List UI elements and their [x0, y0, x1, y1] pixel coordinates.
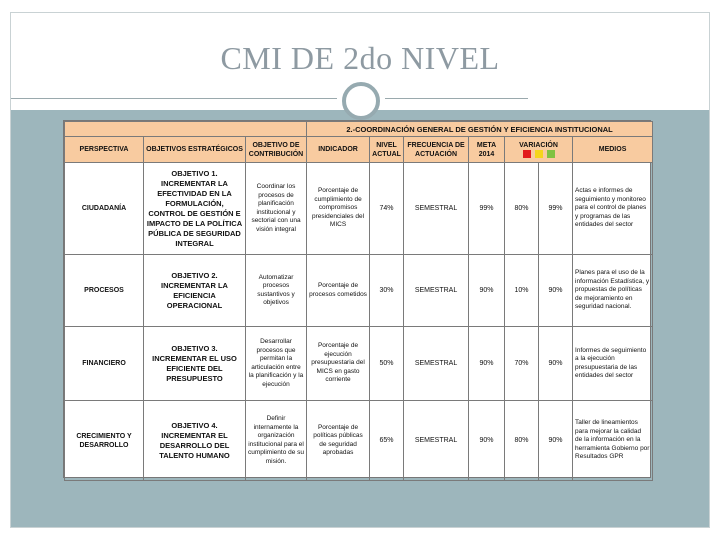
- cell-objetivo: OBJETIVO 1. INCREMENTAR LA EFECTIVIDAD EN LA FORMULACIÓN, CONTROL DE GESTIÓN E IMPACTO DE LA POLÍTICA PÚBLICA DE SEGURIDAD INTEGRAL: [144, 163, 246, 255]
- header-indicador: INDICADOR: [307, 137, 370, 163]
- ring-ornament-icon: [342, 82, 380, 120]
- header-medios: MEDIOS: [573, 137, 653, 163]
- cell-medios: Planes para el uso de la información Estadística, y propuestas de políticas de mejoramiento en seguridad nacional.: [573, 255, 653, 327]
- cell-medios: Actas e informes de seguimiento y monitoreo para el control de planes y programas de las entidades del sector: [573, 163, 653, 255]
- cell-perspectiva: FINANCIERO: [65, 327, 144, 401]
- cell-variacion-red: 70%: [505, 327, 539, 401]
- super-header-blank: [65, 122, 307, 137]
- header-perspectiva: PERSPECTIVA: [65, 137, 144, 163]
- header-row: [65, 137, 653, 163]
- table-row: [65, 255, 653, 327]
- super-header-row: [65, 122, 653, 137]
- cell-indicador: Porcentaje de procesos cometidos: [307, 255, 370, 327]
- cmi-grid: [64, 121, 653, 481]
- title-rule-left: [11, 98, 337, 99]
- cell-variacion-green: 99%: [539, 163, 573, 255]
- header-meta: META 2014: [469, 137, 505, 163]
- slide-title: CMI DE 2do NIVEL: [220, 40, 500, 76]
- cell-objetivo: OBJETIVO 4. INCREMENTAR EL DESARROLLO DEL TALENTO HUMANO: [144, 401, 246, 481]
- yellow-square-icon: [535, 150, 543, 158]
- table-row: [65, 163, 653, 255]
- cell-perspectiva: CIUDADANÍA: [65, 163, 144, 255]
- cell-meta: 90%: [469, 255, 505, 327]
- cell-contribucion: Automatizar procesos sustantivos y objetivos: [246, 255, 307, 327]
- cell-meta: 99%: [469, 163, 505, 255]
- table-row: [65, 401, 653, 481]
- cell-frecuencia: SEMESTRAL: [404, 401, 469, 481]
- cell-medios: Informes de seguimiento a la ejecución presupuestaria de las entidades del sector: [573, 327, 653, 401]
- table-row: [65, 327, 653, 401]
- cell-contribucion: Definir internamente la organización institucional para el cumplimiento de su misión.: [246, 401, 307, 481]
- cell-frecuencia: SEMESTRAL: [404, 163, 469, 255]
- cell-perspectiva: PROCESOS: [65, 255, 144, 327]
- cell-nivel: 50%: [370, 327, 404, 401]
- green-square-icon: [547, 150, 555, 158]
- cell-variacion-green: 90%: [539, 401, 573, 481]
- cell-variacion-red: 80%: [505, 401, 539, 481]
- cell-nivel: 30%: [370, 255, 404, 327]
- title-rule-right: [385, 98, 528, 99]
- header-frecuencia: FRECUENCIA DE ACTUACIÓN: [404, 137, 469, 163]
- cell-perspectiva: CRECIMIENTO Y DESARROLLO: [65, 401, 144, 481]
- header-objetivos: OBJETIVOS ESTRATÉGICOS: [144, 137, 246, 163]
- cell-frecuencia: SEMESTRAL: [404, 327, 469, 401]
- cell-variacion-green: 90%: [539, 327, 573, 401]
- cell-objetivo: OBJETIVO 2. INCREMENTAR LA EFICIENCIA OPERACIONAL: [144, 255, 246, 327]
- cell-indicador: Porcentaje de cumplimiento de compromisos presidenciales del MICS: [307, 163, 370, 255]
- cell-medios: Taller de lineamientos para mejorar la calidad de la información en la herramienta Gobierno por Resultados GPR: [573, 401, 653, 481]
- cell-variacion-red: 80%: [505, 163, 539, 255]
- cell-frecuencia: SEMESTRAL: [404, 255, 469, 327]
- variacion-label: VARIACIÓN: [519, 141, 558, 149]
- cell-meta: 90%: [469, 401, 505, 481]
- cell-nivel: 65%: [370, 401, 404, 481]
- cell-variacion-green: 90%: [539, 255, 573, 327]
- cell-objetivo: OBJETIVO 3. INCREMENTAR EL USO EFICIENTE DEL PRESUPUESTO: [144, 327, 246, 401]
- cell-indicador: Porcentaje de ejecución presupuestaria del MICS en gasto corriente: [307, 327, 370, 401]
- cell-contribucion: Desarrollar procesos que permitan la articulación entre la planificación y la ejecución: [246, 327, 307, 401]
- cell-meta: 90%: [469, 327, 505, 401]
- header-variacion: [505, 137, 573, 163]
- cell-contribucion: Coordinar los procesos de planificación institucional y sectorial con una visión integral: [246, 163, 307, 255]
- cell-indicador: Porcentaje de políticas públicas de seguridad aprobadas: [307, 401, 370, 481]
- cell-nivel: 74%: [370, 163, 404, 255]
- super-header: 2.-COORDINACIÓN GENERAL DE GESTIÓN Y EFICIENCIA INSTITUCIONAL: [307, 122, 653, 137]
- variacion-swatches: [507, 150, 570, 159]
- header-contribucion: OBJETIVO DE CONTRIBUCIÓN: [246, 137, 307, 163]
- red-square-icon: [523, 150, 531, 158]
- header-nivel: NIVEL ACTUAL: [370, 137, 404, 163]
- cmi-table: [63, 120, 651, 478]
- cell-variacion-red: 10%: [505, 255, 539, 327]
